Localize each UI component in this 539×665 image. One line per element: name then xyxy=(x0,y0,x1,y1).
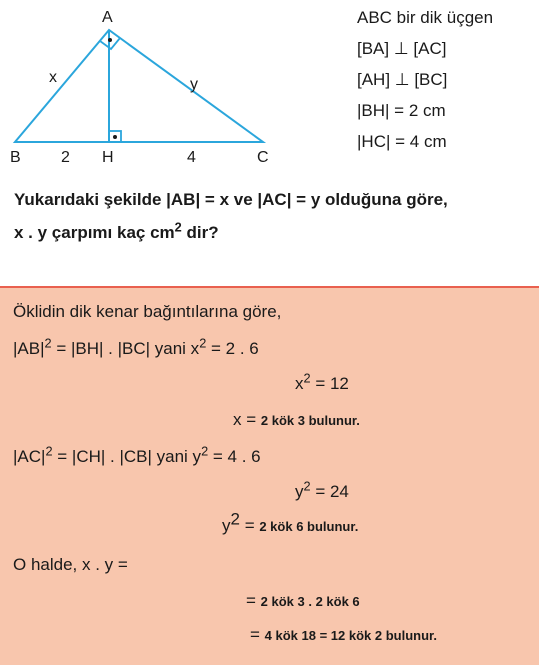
vertex-label-h: H xyxy=(102,149,114,166)
solution-product: = 2 kök 3 . 2 kök 6 xyxy=(246,591,360,610)
solution-y-squared: $y^2 = 24$ xyxy=(295,478,349,501)
question-line-1: Yukarıdaki şekilde |AB| = x ve |AC| = y olduğuna göre, xyxy=(14,190,448,209)
given-line-1: ABC bir dik üçgen xyxy=(357,8,494,27)
right-angle-dot-a xyxy=(108,38,112,42)
solution-final: = 4 kök 18 = 12 kök 2 bulunur. xyxy=(250,625,437,644)
solution-intro: Öklidin dik kenar bağıntılarına göre, xyxy=(13,302,282,321)
side-label-hc: 4 xyxy=(187,149,196,166)
given-line-4: |BH| = 2 cm xyxy=(357,101,446,120)
right-angle-dot-h xyxy=(113,135,117,139)
solution-ab-relation: $|AB|^2 = |BH|$ . |BC| yani $x^2 = 2$ . 6 xyxy=(13,335,259,358)
side-label-x: x xyxy=(49,69,57,86)
triangle-abc xyxy=(15,30,263,142)
solution-x-result: x = 2 kök 3 bulunur. xyxy=(233,410,360,429)
vertex-label-a: A xyxy=(102,9,113,26)
vertex-label-b: B xyxy=(10,149,21,166)
question-line-2: x . y çarpımı kaç $cm^2$ dir? xyxy=(14,219,219,242)
triangle-figure xyxy=(0,0,300,170)
solution-x-squared: $x^2 = 12$ xyxy=(295,370,349,393)
given-line-5: |HC| = 4 cm xyxy=(357,132,447,151)
side-label-bh: 2 xyxy=(61,149,70,166)
solution-ac-relation: $|AC|^2 = |CH|$ . |CB| yani $y^2 = 4$ . 6 xyxy=(13,443,261,466)
solution-halde: O halde, x . y = xyxy=(13,555,128,574)
given-line-2: [BA] ⊥ [AC] xyxy=(357,39,447,58)
given-line-3: [AH] ⊥ [BC] xyxy=(357,70,448,89)
side-label-y: y xyxy=(190,76,198,93)
solution-y-result: $y^2 = 2$ kök 6 bulunur. xyxy=(222,509,359,535)
vertex-label-c: C xyxy=(257,149,269,166)
